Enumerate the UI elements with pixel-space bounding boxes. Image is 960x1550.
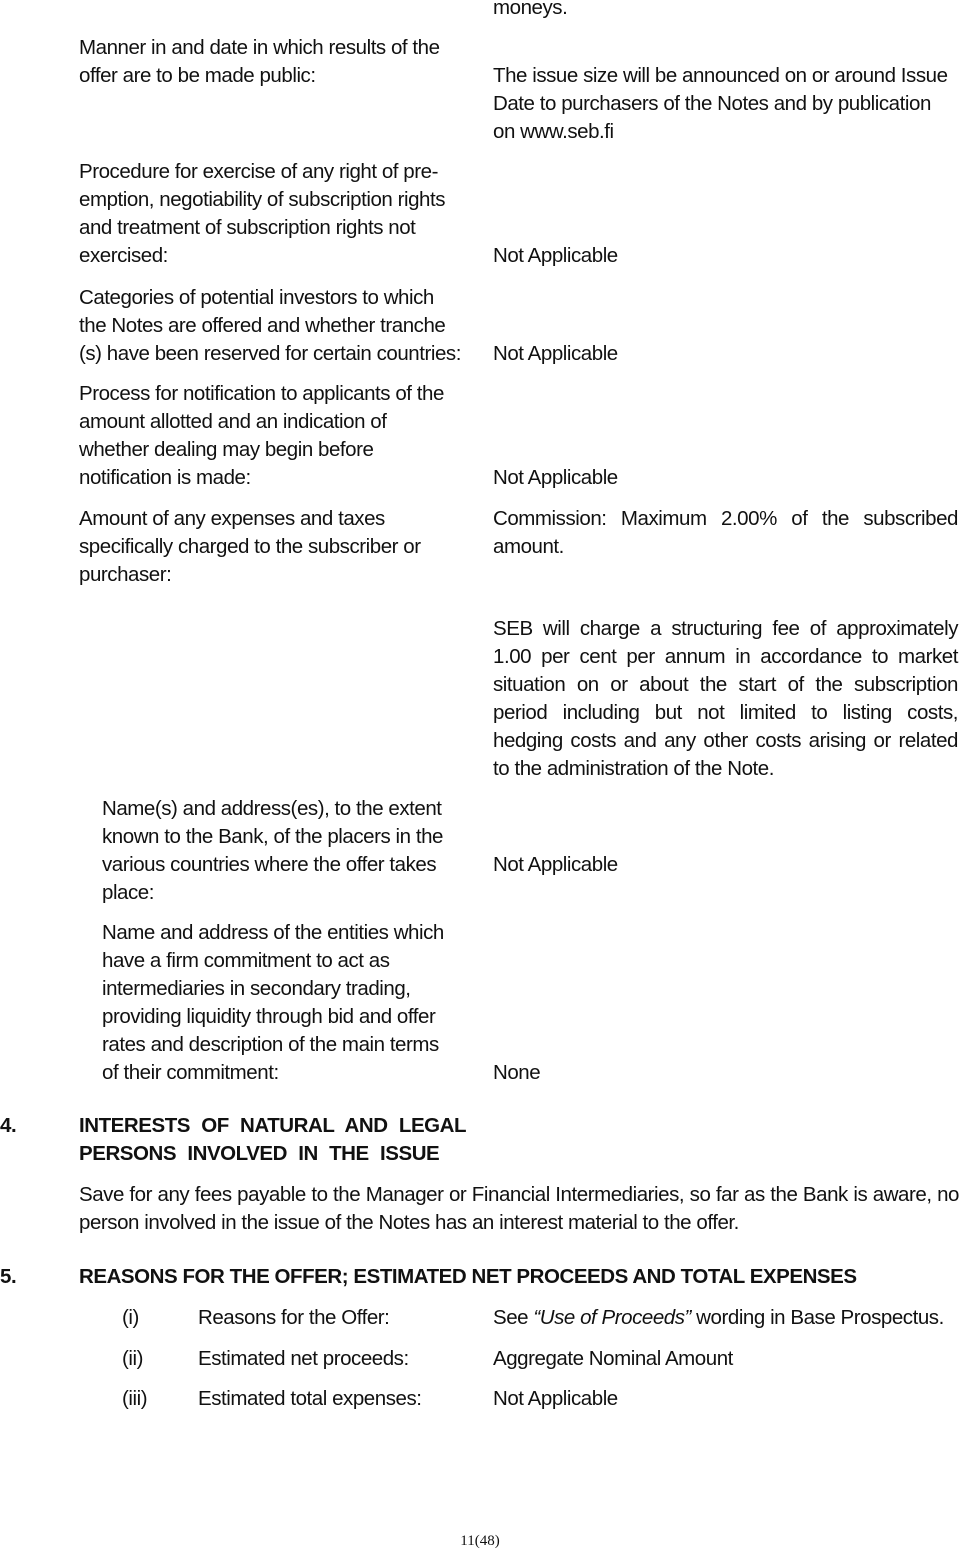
value-commission: Commission: Maximum 2.00% of the subscribed amount. [493,507,958,558]
value-placers: Not Applicable [493,853,618,876]
item-i-number: (i) [122,1306,139,1329]
value-structuring-fee: SEB will charge a structuring fee of approximately 1.00 per cent per annum in accordance to market situation on or about the start of the subscription period including but not limited to listing costs, hedging costs and any other costs arising or related to the administration of the Note. [493,617,958,780]
section-5-number: 5. [0,1265,17,1288]
item-ii-label: Estimated net proceeds: [198,1347,409,1370]
item-iii-label: Estimated total expenses: [198,1387,422,1410]
value-intermediaries: None [493,1061,541,1084]
value-continuation: moneys. [493,0,568,19]
label-notification-process: Process for notification to applicants of the amount allotted and an indication of whether dealing may begin before notification is made: [79,382,444,489]
item-i-label: Reasons for the Offer: [198,1306,390,1329]
item-iii-number: (iii) [122,1387,148,1410]
item-i-value-emphasis: “Use of Proceeds” [533,1306,691,1329]
item-i-value-post: wording in Base Prospectus. [690,1306,944,1329]
value-notification-process: Not Applicable [493,466,618,489]
label-preemption: Procedure for exercise of any right of pre- emption, negotiability of subscription rights and treatment of subscription rights not exercised: [79,160,446,267]
section-4-number: 4. [0,1114,17,1137]
label-placers: Name(s) and address(es), to the extent known to the Bank, of the placers in the various countries where the offer takes place: [102,797,443,904]
section-5-heading: REASONS FOR THE OFFER; ESTIMATED NET PROCEEDS AND TOTAL EXPENSES [79,1265,857,1288]
label-investor-categories: Categories of potential investors to which the Notes are offered and whether tranche (s) have been reserved for certain countries: [79,286,461,365]
label-results-public: Manner in and date in which results of the offer are to be made public: [79,36,440,87]
section-4-heading: INTERESTS OF NATURAL AND LEGAL PERSONS INVOLVED IN THE ISSUE [79,1114,467,1165]
item-iii-value: Not Applicable [493,1387,618,1410]
item-i-value-pre: See [493,1306,534,1329]
value-results-public: The issue size will be announced on or around Issue Date to purchasers of the Notes and by publication on www.seb.fi [493,64,948,143]
item-ii-value: Aggregate Nominal Amount [493,1347,733,1370]
label-expenses-taxes: Amount of any expenses and taxes specifically charged to the subscriber or purchaser: [79,507,421,586]
item-i-value [493,1304,944,1332]
page-number: 11(48) [460,1533,500,1549]
label-intermediaries: Name and address of the entities which have a firm commitment to act as intermediaries in secondary trading, providing liquidity through bid and offer rates and description of the main terms of their commitment: [102,921,444,1084]
item-ii-number: (ii) [122,1347,143,1370]
section-4-body: Save for any fees payable to the Manager or Financial Intermediaries, so far as the Bank is aware, no person involved in the issue of the Notes has an interest material to the offer. [79,1183,959,1234]
value-preemption: Not Applicable [493,244,618,267]
value-investor-categories: Not Applicable [493,342,618,365]
